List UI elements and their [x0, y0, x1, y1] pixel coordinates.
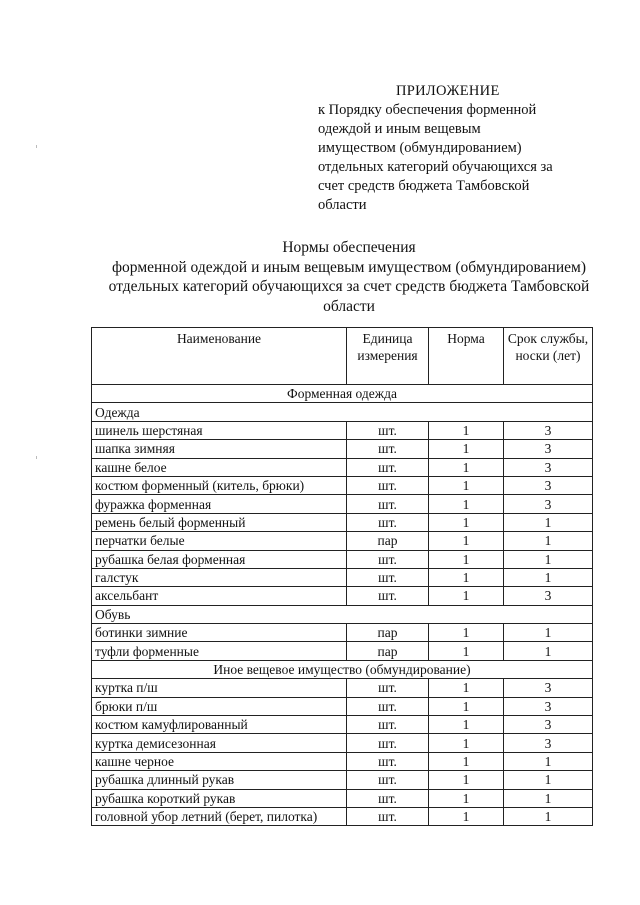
header-name: Наименование [92, 328, 347, 385]
appendix-line: отдельных категорий обучающихся за [318, 159, 553, 175]
item-name: головной убор летний (берет, пилотка) [92, 807, 347, 825]
item-name: туфли форменные [92, 642, 347, 660]
item-term: 3 [504, 679, 593, 697]
item-name: кашне черное [92, 752, 347, 770]
item-unit: пар [347, 642, 429, 660]
table-row [92, 789, 593, 807]
table-body [92, 385, 593, 826]
item-norm: 1 [429, 495, 504, 513]
item-name: брюки п/ш [92, 697, 347, 715]
item-term: 3 [504, 440, 593, 458]
item-name: костюм камуфлированный [92, 716, 347, 734]
item-norm: 1 [429, 807, 504, 825]
item-norm: 1 [429, 513, 504, 531]
item-term: 1 [504, 789, 593, 807]
table-row [92, 495, 593, 513]
group-title: Обувь [92, 605, 593, 623]
table-row [92, 440, 593, 458]
table-row [92, 734, 593, 752]
item-term: 1 [504, 568, 593, 586]
item-unit: пар [347, 532, 429, 550]
group-row [92, 605, 593, 623]
item-term: 3 [504, 734, 593, 752]
item-unit: шт. [347, 771, 429, 789]
item-norm: 1 [429, 476, 504, 494]
item-name: шинель шерстяная [92, 421, 347, 439]
table-row [92, 458, 593, 476]
item-term: 3 [504, 697, 593, 715]
item-name: рубашка длинный рукав [92, 771, 347, 789]
heading-line: отдельных категорий обучающихся за счет средств бюджета Тамбовской [108, 278, 590, 295]
item-name: аксельбант [92, 587, 347, 605]
document-heading [95, 238, 603, 316]
item-unit: шт. [347, 734, 429, 752]
appendix-line: области [318, 197, 367, 213]
appendix-line: счет средств бюджета Тамбовской [318, 178, 530, 194]
table-row [92, 697, 593, 715]
item-name: ботинки зимние [92, 624, 347, 642]
item-unit: шт. [347, 495, 429, 513]
item-unit: шт. [347, 679, 429, 697]
item-unit: шт. [347, 697, 429, 715]
table-row [92, 679, 593, 697]
item-norm: 1 [429, 532, 504, 550]
table-row [92, 587, 593, 605]
appendix-block [318, 82, 618, 215]
item-unit: шт. [347, 440, 429, 458]
item-name: галстук [92, 568, 347, 586]
item-norm: 1 [429, 716, 504, 734]
table-row [92, 421, 593, 439]
item-term: 3 [504, 476, 593, 494]
item-norm: 1 [429, 550, 504, 568]
item-unit: шт. [347, 587, 429, 605]
item-unit: шт. [347, 716, 429, 734]
header-term: Срок службы, носки (лет) [504, 328, 593, 385]
item-unit: шт. [347, 421, 429, 439]
section-row [92, 660, 593, 678]
heading-line: форменной одеждой и иным вещевым имуществом (обмундированием) [112, 258, 586, 276]
scan-speck [36, 456, 37, 459]
heading-line: области [323, 297, 375, 315]
item-unit: шт. [347, 550, 429, 568]
item-term: 1 [504, 771, 593, 789]
item-name: кашне белое [92, 458, 347, 476]
item-norm: 1 [429, 421, 504, 439]
header-unit: Единица измерения [347, 328, 429, 385]
item-term: 1 [504, 550, 593, 568]
item-term: 3 [504, 421, 593, 439]
table-row [92, 807, 593, 825]
table-row [92, 771, 593, 789]
table-row [92, 532, 593, 550]
item-term: 1 [504, 513, 593, 531]
scan-speck [36, 145, 37, 148]
item-norm: 1 [429, 440, 504, 458]
heading-line: Нормы обеспечения [282, 239, 416, 256]
table-row [92, 624, 593, 642]
item-name: костюм форменный (китель, брюки) [92, 476, 347, 494]
item-unit: шт. [347, 458, 429, 476]
item-norm: 1 [429, 642, 504, 660]
item-norm: 1 [429, 587, 504, 605]
item-norm: 1 [429, 734, 504, 752]
item-term: 3 [504, 458, 593, 476]
section-title: Форменная одежда [92, 385, 593, 403]
appendix-line: одеждой и иным вещевым [318, 121, 481, 137]
item-unit: шт. [347, 789, 429, 807]
table-row [92, 642, 593, 660]
item-unit: шт. [347, 752, 429, 770]
item-name: ремень белый форменный [92, 513, 347, 531]
item-norm: 1 [429, 697, 504, 715]
item-term: 3 [504, 587, 593, 605]
item-unit: шт. [347, 807, 429, 825]
item-unit: шт. [347, 568, 429, 586]
section-title: Иное вещевое имущество (обмундирование) [92, 660, 593, 678]
item-name: куртка п/ш [92, 679, 347, 697]
item-norm: 1 [429, 679, 504, 697]
item-term: 1 [504, 752, 593, 770]
group-title: Одежда [92, 403, 593, 421]
item-norm: 1 [429, 789, 504, 807]
item-name: фуражка форменная [92, 495, 347, 513]
table-row [92, 513, 593, 531]
item-norm: 1 [429, 771, 504, 789]
item-name: рубашка белая форменная [92, 550, 347, 568]
appendix-line: к Порядку обеспечения форменной [318, 102, 537, 118]
table-row [92, 476, 593, 494]
item-term: 1 [504, 642, 593, 660]
appendix-line: имуществом (обмундированием) [318, 140, 522, 156]
item-name: перчатки белые [92, 532, 347, 550]
header-norm: Норма [429, 328, 504, 385]
item-name: шапка зимняя [92, 440, 347, 458]
group-row [92, 403, 593, 421]
item-name: рубашка короткий рукав [92, 789, 347, 807]
appendix-title: ПРИЛОЖЕНИЕ [396, 83, 500, 99]
header-row [92, 328, 593, 385]
item-norm: 1 [429, 752, 504, 770]
item-term: 3 [504, 495, 593, 513]
item-norm: 1 [429, 624, 504, 642]
table-row [92, 550, 593, 568]
item-norm: 1 [429, 458, 504, 476]
item-term: 1 [504, 807, 593, 825]
item-name: куртка демисезонная [92, 734, 347, 752]
item-term: 1 [504, 532, 593, 550]
section-row [92, 385, 593, 403]
table-row [92, 716, 593, 734]
item-norm: 1 [429, 568, 504, 586]
item-term: 3 [504, 716, 593, 734]
item-unit: шт. [347, 513, 429, 531]
item-term: 1 [504, 624, 593, 642]
item-unit: пар [347, 624, 429, 642]
table-row [92, 568, 593, 586]
table-row [92, 752, 593, 770]
item-unit: шт. [347, 476, 429, 494]
norms-table [91, 327, 593, 826]
